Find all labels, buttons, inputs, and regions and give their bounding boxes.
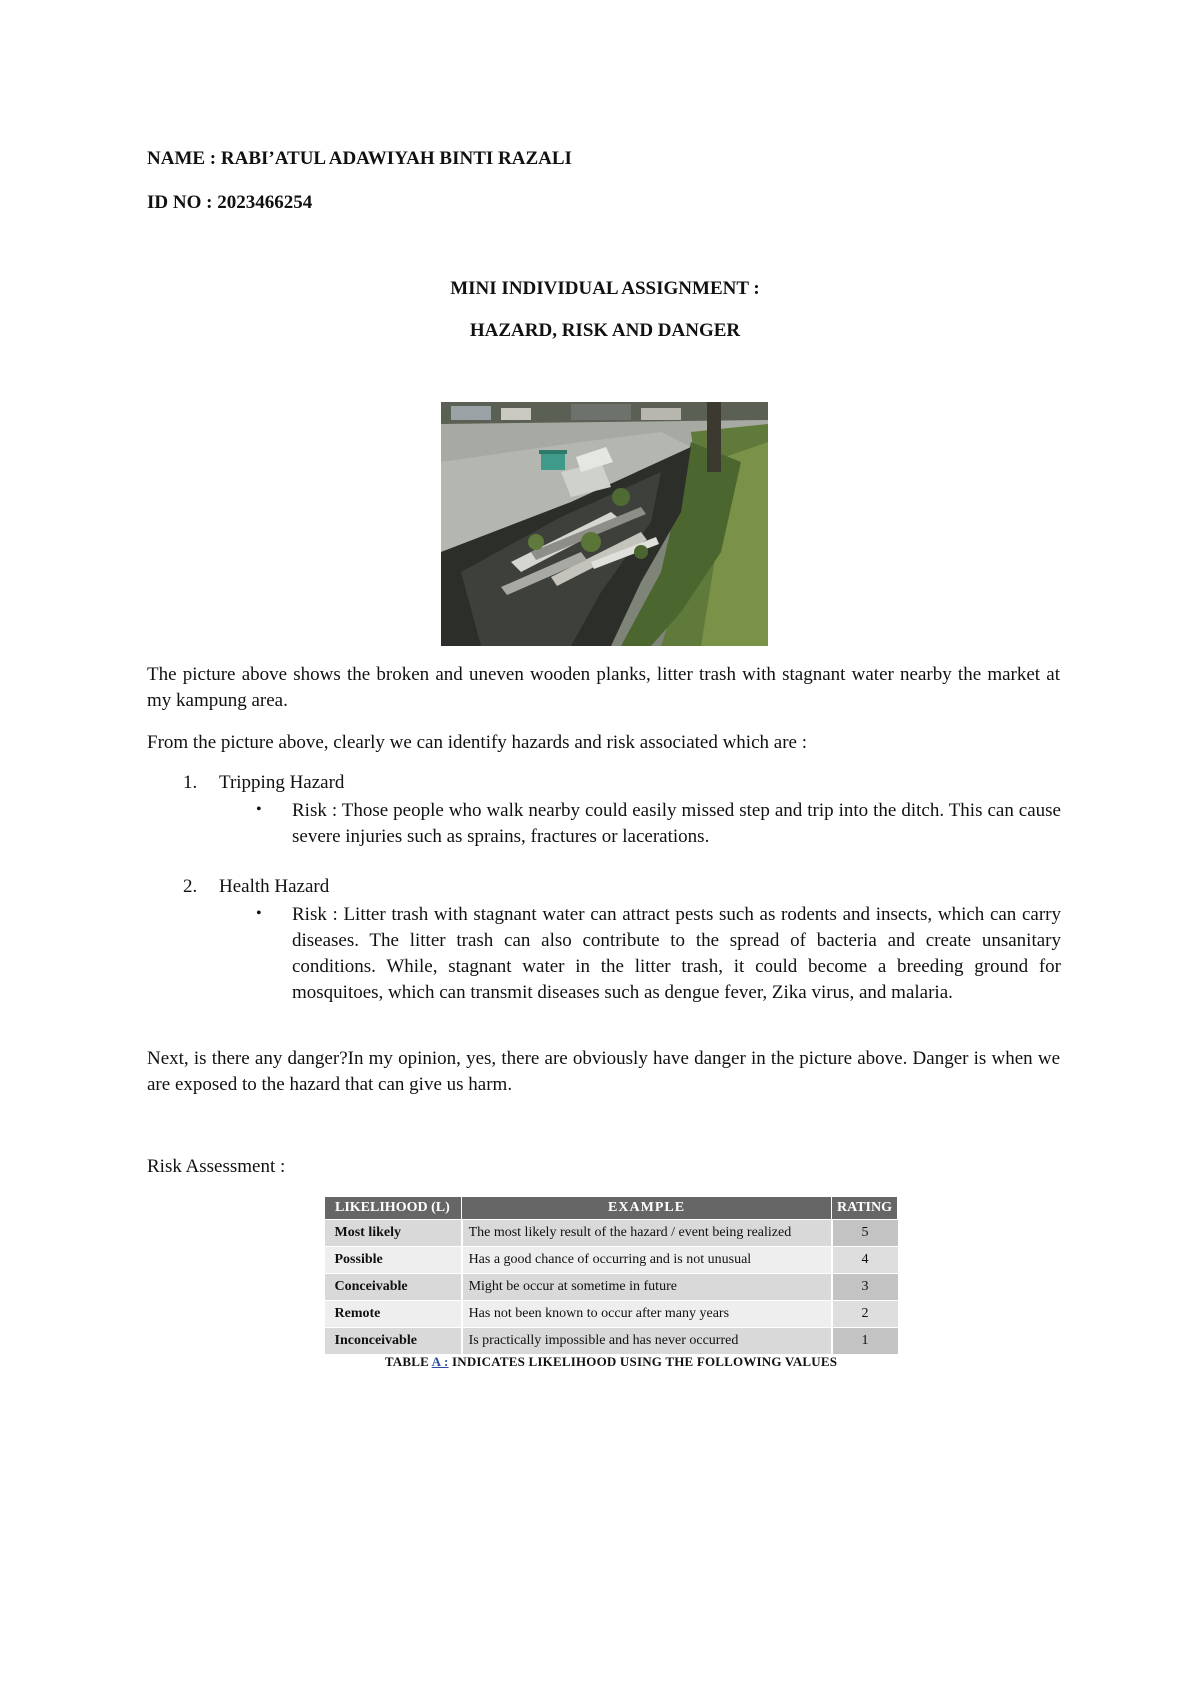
likelihood-cell: Possible [325, 1247, 462, 1274]
likelihood-cell: Conceivable [325, 1274, 462, 1301]
paragraph-danger: Next, is there any danger?In my opinion, yes, there are obviously have danger in the picture above. Danger is when we are exposed to the hazard that can give us harm. [147, 1048, 1060, 1095]
column-header-likelihood: LIKELIHOOD (L) [325, 1197, 462, 1220]
assignment-title: MINI INDIVIDUAL ASSIGNMENT : [450, 278, 760, 299]
table-header-row [325, 1197, 898, 1220]
hazard-risk: Risk : Those people who walk nearby could easily missed step and trip into the ditch. This can cause severe injuries such as sprains, fractures or lacerations. [292, 800, 1061, 847]
likelihood-cell: Most likely [325, 1220, 462, 1247]
table-row [325, 1247, 898, 1274]
bullet-icon: • [256, 801, 262, 818]
rating-cell: 4 [832, 1247, 898, 1274]
column-header-rating: RATING [832, 1197, 898, 1220]
table-row [325, 1220, 898, 1247]
column-header-example: EXAMPLE [462, 1197, 832, 1220]
example-cell: Might be occur at sometime in future [462, 1274, 832, 1301]
table-row [325, 1328, 898, 1355]
risk-assessment-heading: Risk Assessment : [147, 1156, 286, 1177]
student-name: NAME : RABI’ATUL ADAWIYAH BINTI RAZALI [147, 148, 572, 169]
hazard-number: 1. [183, 772, 198, 793]
likelihood-cell: Inconceivable [325, 1328, 462, 1355]
hazard-title: Tripping Hazard [219, 772, 345, 793]
paragraph-identify: From the picture above, clearly we can identify hazards and risk associated which are : [147, 732, 807, 753]
caption-label: A : [431, 1354, 449, 1369]
example-cell: Has not been known to occur after many years [462, 1301, 832, 1328]
assignment-subtitle: HAZARD, RISK AND DANGER [469, 320, 741, 341]
example-cell: Has a good chance of occurring and is not unusual [462, 1247, 832, 1274]
student-id: ID NO : 2023466254 [147, 192, 313, 213]
caption-prefix: TABLE [384, 1354, 429, 1369]
hazard-photo [441, 402, 768, 646]
bullet-icon: • [256, 905, 262, 922]
hazard-title: Health Hazard [219, 876, 330, 897]
rating-cell: 1 [832, 1328, 898, 1355]
table-caption [324, 1354, 898, 1370]
table-row [325, 1274, 898, 1301]
rating-cell: 5 [832, 1220, 898, 1247]
paragraph-intro: The picture above shows the broken and uneven wooden planks, litter trash with stagnant water nearby the market at my kampung area. [147, 664, 1060, 711]
example-cell: The most likely result of the hazard / event being realized [462, 1220, 832, 1247]
likelihood-table [324, 1196, 898, 1355]
table-row [325, 1301, 898, 1328]
rating-cell: 2 [832, 1301, 898, 1328]
rating-cell: 3 [832, 1274, 898, 1301]
likelihood-cell: Remote [325, 1301, 462, 1328]
caption-text: INDICATES LIKELIHOOD USING THE FOLLOWING VALUES [451, 1354, 838, 1369]
hazard-risk: Risk : Litter trash with stagnant water can attract pests such as rodents and insects, which can carry diseases. The litter trash can also contribute to the spread of bacteria and create unsanitary conditions. While, stagnant water in the litter trash, it could become a breeding ground for mosquitoes, which can transmit diseases such as dengue fever, Zika virus, and malaria. [292, 904, 1061, 1003]
example-cell: Is practically impossible and has never occurred [462, 1328, 832, 1355]
hazard-number: 2. [183, 876, 198, 897]
